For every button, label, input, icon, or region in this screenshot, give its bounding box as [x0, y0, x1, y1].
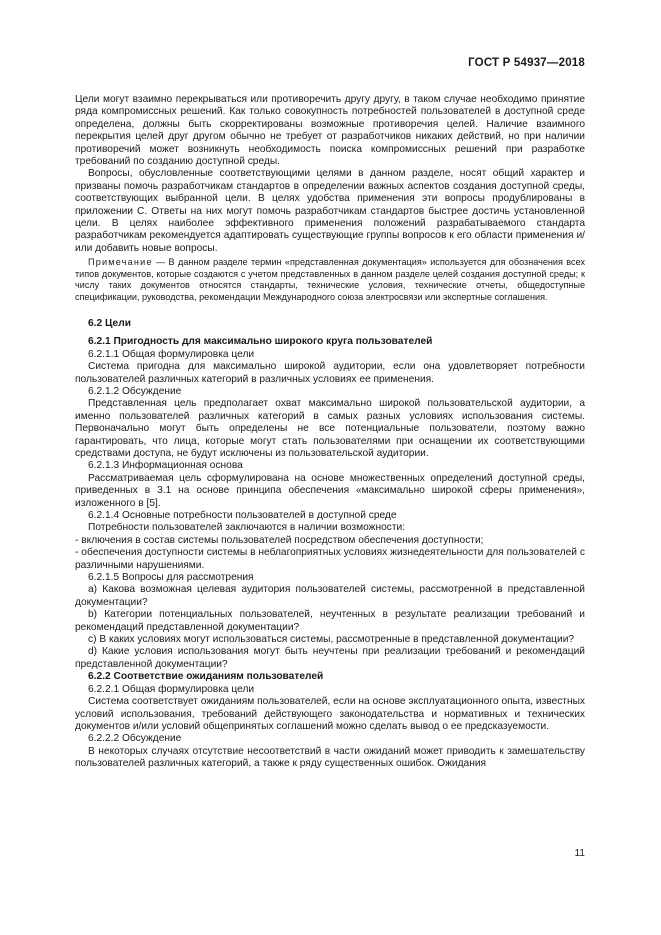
list-item: - включения в состав системы пользователей посредством обеспечения доступности; [75, 534, 484, 546]
paragraph: Цели могут взаимно перекрываться или противоречить другу другу, в таком случае необходимо принятие ряда компромиссных решений. Как только совокупность потребностей пользователей в доступной среде определена, должны быть скорректированы возможные противоречия целей. Наличие взаимного перекрытия целей друг другом обычно не требует от разработчиков никаких действий, но при наличии противоречий может возникнуть необходимость поиска компромиссных решений при разработке требований по созданию доступной среды. [75, 94, 585, 168]
note-text: — В данном разделе термин «представленная документация» используется для обозначения всех типов документов, которые создаются с учетом представленных в данном разделе целей создания доступной среды; к числу таких документов относятся стандарты, технические условия, технические отчеты, общедоступные спецификации, руководства, рекомендации Международного союза электросвязи или экспертные соглашения. [75, 257, 585, 302]
clause-title: 6.2.2.2 Обсуждение [88, 733, 182, 745]
clause-title: 6.2.1.4 Основные потребности пользователей в доступной среде [88, 510, 397, 521]
paragraph: Вопросы, обусловленные соответствующими целями в данном разделе, носят общий характер и призваны помочь разработчикам стандартов в определении важных аспектов создания доступной среды, соответствующих выбранной цели. В целях удобства применения эти вопросы продублированы в приложении С. Ответы на них могут помочь разработчикам стандартов быстрее достичь установленной цели. В целях наиболее эффективного применения положений разрабатываемого стандарта разработчикам рекомендуется адаптировать существующие группы вопросов к его области применения и/или добавить новые вопросы. [75, 168, 585, 254]
paragraph: Система пригодна для максимально широкой аудитории, если она удовлетворяет потребности пользователей различных категорий в различных условиях ее применения. [75, 361, 585, 385]
question-item: a) Какова возможная целевая аудитория пользователей системы, рассмотренной в представленной документации? [75, 584, 585, 608]
clause-title: 6.2.1.5 Вопросы для рассмотрения [88, 572, 254, 584]
clause-title: 6.2.1.3 Информационная основа [88, 460, 243, 472]
document-body [75, 94, 585, 771]
question-item: b) Категории потенциальных пользователей, неучтенных в результате реализации требований и рекомендаций представленной документации? [75, 609, 585, 633]
subsection-heading: 6.2.1 Пригодность для максимально широкого круга пользователей [88, 336, 433, 348]
clause-title: 6.2.2.1 Общая формулировка цели [88, 683, 255, 695]
question-item: d) Какие условия использования могут быть неучтены при реализации требований и рекомендаций представленной документации? [75, 646, 585, 670]
paragraph: В некоторых случаях отсутствие несоответствий в части ожиданий может приводить к замешательству пользователей различных категорий, а также к ряду существенных ошибок. Ожидания [75, 745, 585, 770]
paragraph: Рассматриваемая цель сформулирована на основе множественных определений доступной среды, приведенных в 3.1 на основе принципа обеспечения «максимально широкой сферы применения», изложенного в [5]. [75, 472, 585, 509]
subsection-heading: 6.2.2 Соответствие ожиданиям пользователей [88, 671, 324, 683]
question-item: c) В каких условиях могут использоваться системы, рассмотренные в представленной документации? [88, 634, 575, 646]
list-item: - обеспечения доступности системы в неблагоприятных условиях жизнедеятельности для пользователей с различными нарушениями. [75, 547, 585, 571]
paragraph: Потребности пользователей заключаются в наличии возможности: [88, 522, 406, 534]
standard-id: ГОСТ Р 54937—2018 [468, 57, 585, 69]
page-number: 11 [574, 848, 585, 859]
note-paragraph [75, 257, 585, 303]
clause-title: 6.2.1.1 Общая формулировка цели [88, 348, 255, 360]
clause-title: 6.2.1.2 Обсуждение [88, 385, 182, 397]
paragraph: Система соответствует ожиданиям пользователей, если на основе эксплуатационного опыта, известных условий использования, требований действующего законодательства и нормативных и технических документов и/или условий общепринятых соглашений можно сделать вывод о ее предсказуемости. [75, 696, 585, 732]
paragraph: Представленная цель предполагает охват максимально широкой пользовательской аудитории, а именно пользователей различных категорий в самых разных условиях использования системы. Первоначально могут быть определены не все потенциальные пользователи, поэтому важно гарантировать, что лица, которые могут стать пользователями при оснащении их соответствующими средствами доступа, не будут исключены из пользовательской аудитории. [75, 398, 585, 459]
note-label: Примечание [88, 257, 153, 268]
section-heading: 6.2 Цели [88, 317, 131, 329]
